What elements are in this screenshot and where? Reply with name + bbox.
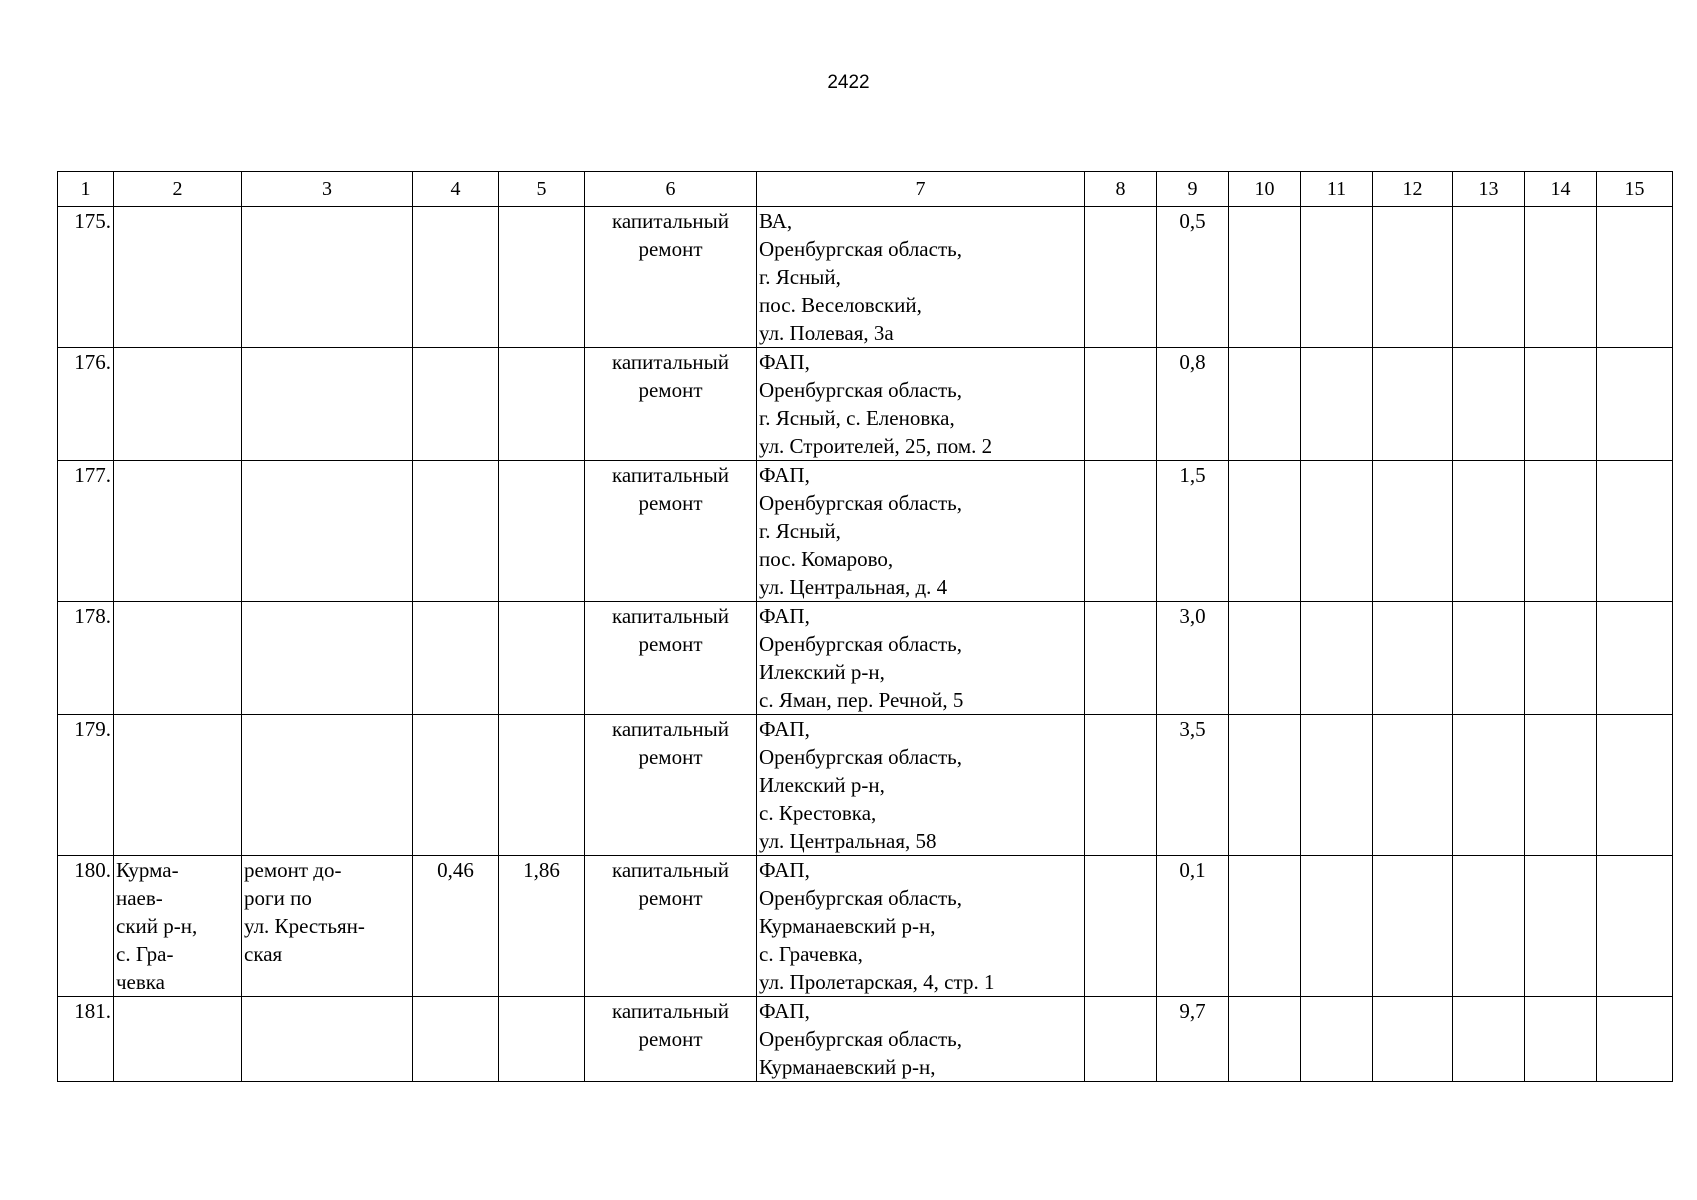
column-header: 6: [585, 172, 757, 207]
col4-cell: [413, 207, 499, 348]
repair-type-cell: капитальный ремонт: [585, 461, 757, 602]
table-row: [58, 348, 1673, 461]
empty-cell: [1373, 856, 1453, 997]
column-header: 7: [757, 172, 1085, 207]
table-row: [58, 602, 1673, 715]
column-header: 5: [499, 172, 585, 207]
empty-cell: [1453, 207, 1525, 348]
empty-cell: [1453, 461, 1525, 602]
work-cell: [242, 715, 413, 856]
empty-cell: [1597, 348, 1673, 461]
col5-cell: [499, 461, 585, 602]
value-cell: 1,5: [1157, 461, 1229, 602]
col8-cell: [1085, 602, 1157, 715]
address-cell: ФАП, Оренбургская область, Курманаевский р-н, с. Грачевка, ул. Пролетарская, 4, стр. 1: [757, 856, 1085, 997]
empty-cell: [1597, 602, 1673, 715]
repair-type-cell: капитальный ремонт: [585, 856, 757, 997]
empty-cell: [1525, 207, 1597, 348]
col4-cell: [413, 602, 499, 715]
district-cell: [114, 348, 242, 461]
empty-cell: [1373, 715, 1453, 856]
registry-table: [57, 171, 1673, 1082]
col5-cell: [499, 348, 585, 461]
col4-cell: [413, 997, 499, 1082]
column-header: 15: [1597, 172, 1673, 207]
col4-cell: [413, 348, 499, 461]
district-cell: [114, 715, 242, 856]
empty-cell: [1597, 207, 1673, 348]
district-cell: [114, 207, 242, 348]
col8-cell: [1085, 461, 1157, 602]
district-cell: [114, 602, 242, 715]
empty-cell: [1229, 715, 1301, 856]
column-header: 10: [1229, 172, 1301, 207]
row-number-cell: 177.: [58, 461, 114, 602]
empty-cell: [1373, 997, 1453, 1082]
column-header: 12: [1373, 172, 1453, 207]
empty-cell: [1373, 602, 1453, 715]
value-cell: 0,5: [1157, 207, 1229, 348]
column-header: 11: [1301, 172, 1373, 207]
empty-cell: [1597, 715, 1673, 856]
col8-cell: [1085, 207, 1157, 348]
row-number-cell: 176.: [58, 348, 114, 461]
row-number-cell: 179.: [58, 715, 114, 856]
work-cell: [242, 602, 413, 715]
empty-cell: [1453, 997, 1525, 1082]
empty-cell: [1301, 997, 1373, 1082]
empty-cell: [1597, 997, 1673, 1082]
work-cell: [242, 348, 413, 461]
value-cell: 9,7: [1157, 997, 1229, 1082]
empty-cell: [1453, 856, 1525, 997]
value-cell: 0,8: [1157, 348, 1229, 461]
column-header: 14: [1525, 172, 1597, 207]
column-header: 13: [1453, 172, 1525, 207]
address-cell: ФАП, Оренбургская область, Илекский р-н, с. Яман, пер. Речной, 5: [757, 602, 1085, 715]
empty-cell: [1229, 207, 1301, 348]
column-header: 2: [114, 172, 242, 207]
empty-cell: [1301, 348, 1373, 461]
address-cell: ФАП, Оренбургская область, г. Ясный, с. Еленовка, ул. Строителей, 25, пом. 2: [757, 348, 1085, 461]
address-cell: ВА, Оренбургская область, г. Ясный, пос. Веселовский, ул. Полевая, 3а: [757, 207, 1085, 348]
table-row: [58, 207, 1673, 348]
col8-cell: [1085, 715, 1157, 856]
address-cell: ФАП, Оренбургская область, Курманаевский р-н,: [757, 997, 1085, 1082]
table-row: [58, 856, 1673, 997]
repair-type-cell: капитальный ремонт: [585, 602, 757, 715]
district-cell: [114, 997, 242, 1082]
empty-cell: [1525, 997, 1597, 1082]
empty-cell: [1229, 461, 1301, 602]
header-row: [58, 172, 1673, 207]
empty-cell: [1301, 461, 1373, 602]
empty-cell: [1453, 715, 1525, 856]
work-cell: [242, 997, 413, 1082]
row-number-cell: 180.: [58, 856, 114, 997]
repair-type-cell: капитальный ремонт: [585, 348, 757, 461]
empty-cell: [1373, 348, 1453, 461]
empty-cell: [1229, 348, 1301, 461]
column-header: 4: [413, 172, 499, 207]
page-number: 2422: [827, 72, 870, 93]
col5-cell: [499, 997, 585, 1082]
empty-cell: [1525, 856, 1597, 997]
column-header: 8: [1085, 172, 1157, 207]
column-header: 9: [1157, 172, 1229, 207]
district-cell: Курма- наев- ский р-н, с. Гра- чевка: [114, 856, 242, 997]
empty-cell: [1597, 856, 1673, 997]
column-header: 3: [242, 172, 413, 207]
row-number-cell: 181.: [58, 997, 114, 1082]
col4-cell: [413, 715, 499, 856]
col8-cell: [1085, 348, 1157, 461]
col8-cell: [1085, 997, 1157, 1082]
empty-cell: [1525, 461, 1597, 602]
address-cell: ФАП, Оренбургская область, Илекский р-н, с. Крестовка, ул. Центральная, 58: [757, 715, 1085, 856]
empty-cell: [1525, 715, 1597, 856]
empty-cell: [1373, 207, 1453, 348]
col5-cell: [499, 602, 585, 715]
repair-type-cell: капитальный ремонт: [585, 207, 757, 348]
row-number-cell: 175.: [58, 207, 114, 348]
value-cell: 3,5: [1157, 715, 1229, 856]
row-number-cell: 178.: [58, 602, 114, 715]
empty-cell: [1301, 856, 1373, 997]
empty-cell: [1597, 461, 1673, 602]
empty-cell: [1229, 602, 1301, 715]
value-cell: 3,0: [1157, 602, 1229, 715]
table-row: [58, 997, 1673, 1082]
empty-cell: [1453, 348, 1525, 461]
col4-cell: [413, 461, 499, 602]
address-cell: ФАП, Оренбургская область, г. Ясный, пос. Комарово, ул. Центральная, д. 4: [757, 461, 1085, 602]
empty-cell: [1453, 602, 1525, 715]
district-cell: [114, 461, 242, 602]
work-cell: [242, 207, 413, 348]
column-header: 1: [58, 172, 114, 207]
value-cell: 0,1: [1157, 856, 1229, 997]
repair-type-cell: капитальный ремонт: [585, 715, 757, 856]
empty-cell: [1301, 715, 1373, 856]
col5-cell: [499, 715, 585, 856]
empty-cell: [1301, 207, 1373, 348]
col5-cell: [499, 207, 585, 348]
col5-cell: 1,86: [499, 856, 585, 997]
work-cell: ремонт до- роги по ул. Крестьян- ская: [242, 856, 413, 997]
work-cell: [242, 461, 413, 602]
empty-cell: [1525, 602, 1597, 715]
empty-cell: [1229, 856, 1301, 997]
col8-cell: [1085, 856, 1157, 997]
table-row: [58, 715, 1673, 856]
col4-cell: 0,46: [413, 856, 499, 997]
table-row: [58, 461, 1673, 602]
repair-type-cell: капитальный ремонт: [585, 997, 757, 1082]
empty-cell: [1301, 602, 1373, 715]
empty-cell: [1525, 348, 1597, 461]
empty-cell: [1229, 997, 1301, 1082]
empty-cell: [1373, 461, 1453, 602]
